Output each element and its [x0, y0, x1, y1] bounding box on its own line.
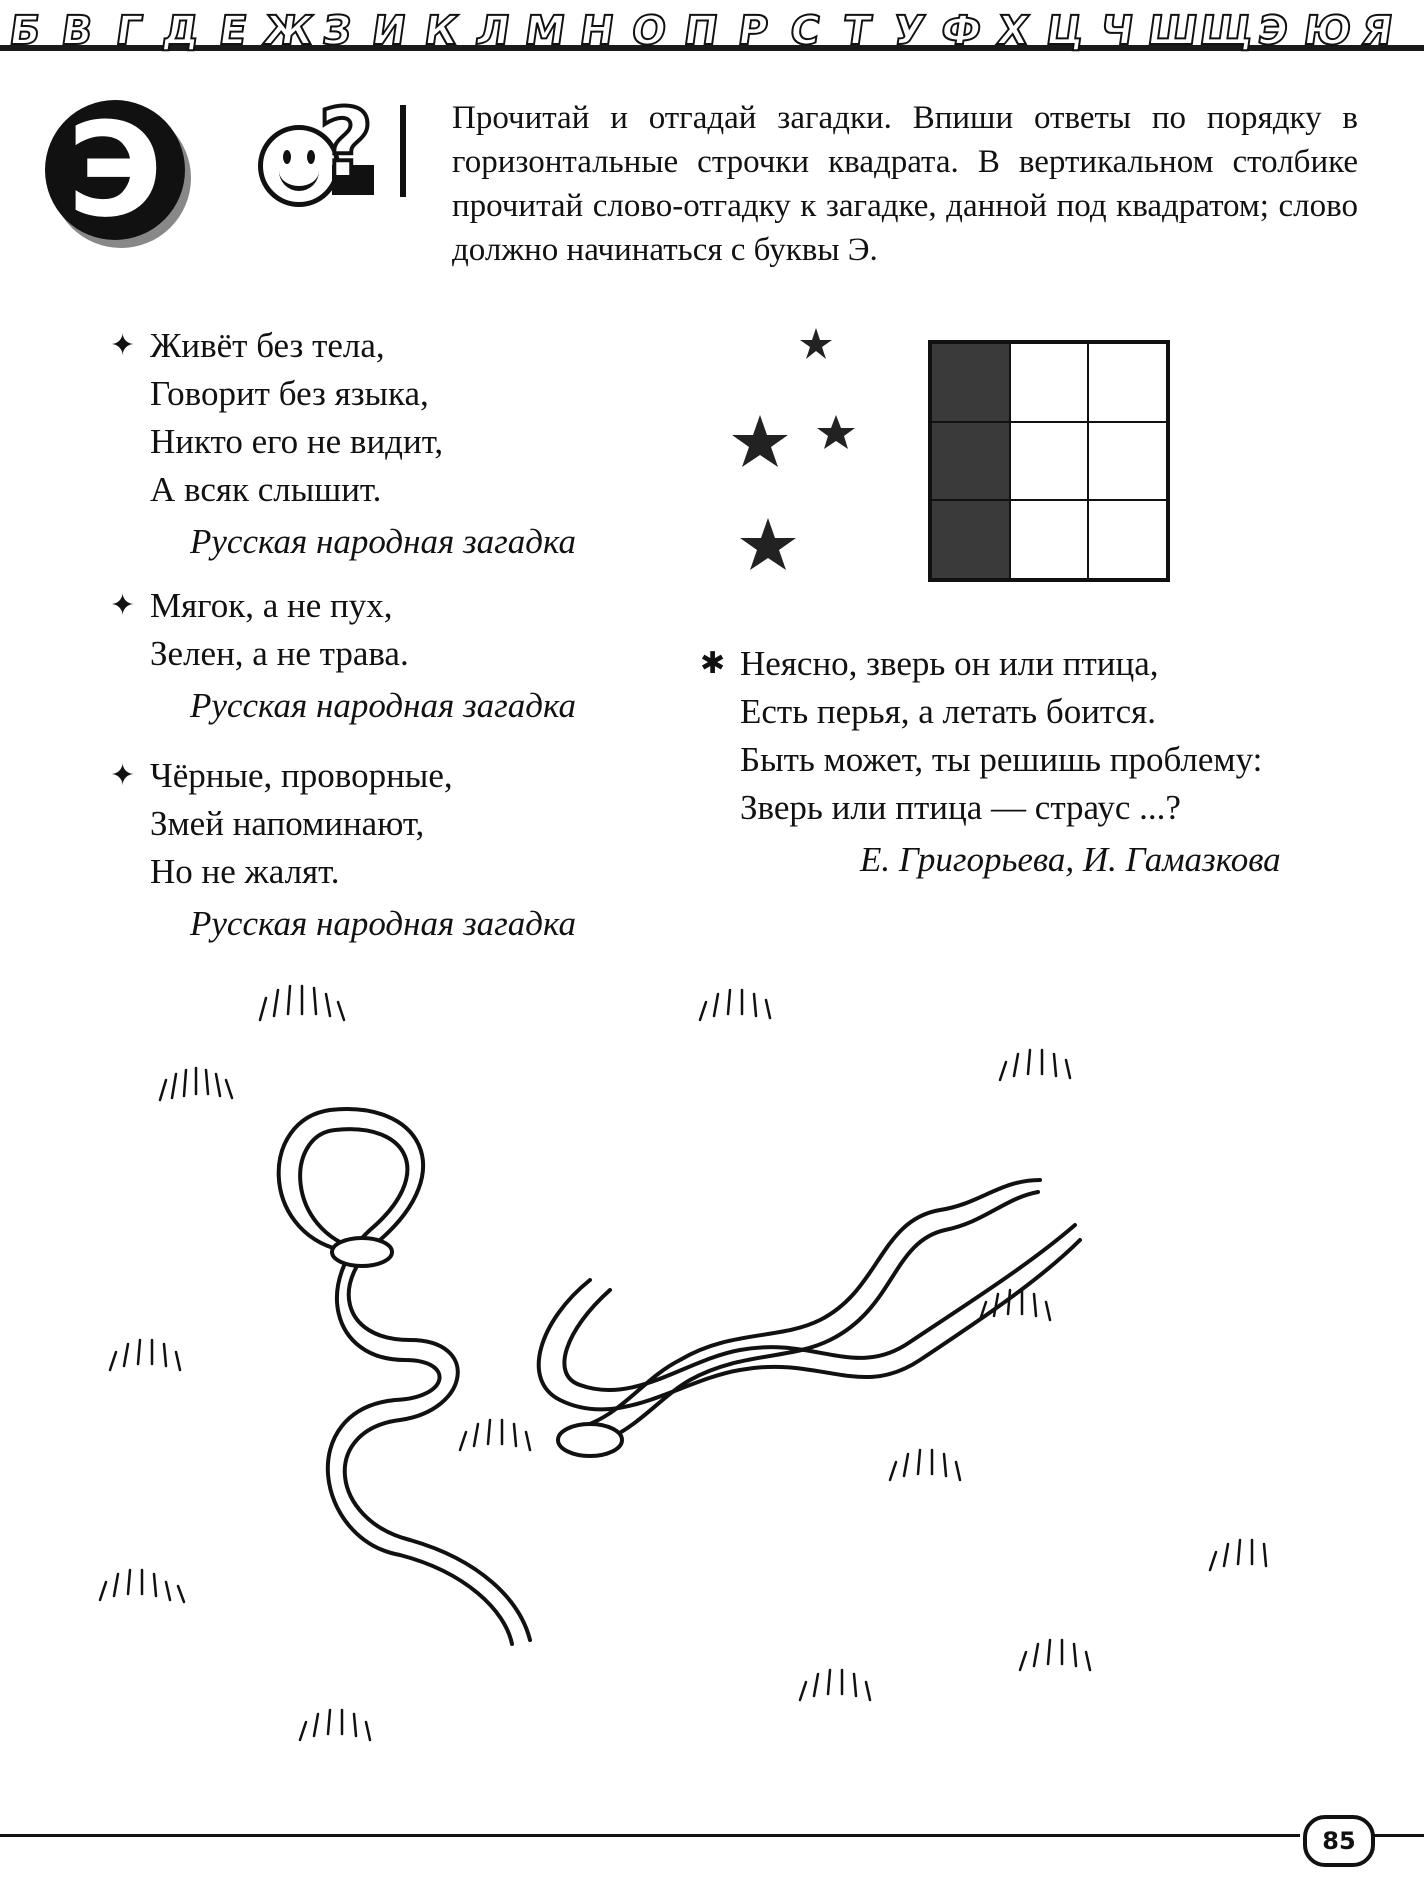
- riddle-line: Неясно, зверь он или птица,: [740, 644, 1159, 683]
- stars-decoration: [720, 320, 870, 580]
- riddle-line: Никто его не видит,: [150, 422, 444, 461]
- big-letter-badge: Э: [45, 100, 185, 240]
- crossword-cell[interactable]: [1010, 500, 1089, 579]
- alphabet-letter: З: [319, 8, 359, 54]
- riddle-line: Живёт без тела,: [150, 326, 385, 365]
- alphabet-letter: Т: [840, 8, 878, 54]
- riddle-line: Есть перья, а летать боится.: [740, 692, 1157, 731]
- alphabet-letter: Ж: [260, 8, 321, 54]
- alphabet-letter: И: [369, 8, 413, 54]
- alphabet-letter: У: [890, 8, 932, 54]
- footer-rule: [0, 1834, 1300, 1837]
- crossword-cell[interactable]: [1010, 422, 1089, 501]
- riddle-line: Быть может, ты решишь проблему:: [740, 740, 1263, 779]
- riddle-line: Зверь или птица — страус ...?: [740, 788, 1181, 827]
- riddle-source: Русская народная загадка: [190, 522, 577, 561]
- alphabet-letter: Н: [577, 8, 621, 54]
- final-riddle: [700, 640, 1281, 884]
- riddle-bullet-icon: ✱: [700, 646, 726, 681]
- riddle-line: Мягок, а не пух,: [150, 586, 393, 625]
- grass-tufts: [100, 986, 1266, 1740]
- riddle-source: Е. Григорьева, И. Гамазкова: [860, 840, 1281, 879]
- crossword-answer-cell[interactable]: [931, 422, 1010, 501]
- alphabet-letter: П: [681, 8, 725, 54]
- alphabet-letter: Ф: [937, 8, 989, 54]
- riddle-line: А всяк слышит.: [150, 470, 382, 509]
- riddle-1: [110, 322, 577, 566]
- question-mark-icon: ?: [318, 88, 374, 200]
- alphabet-letter: Б: [6, 8, 48, 54]
- instructions-text: Прочитай и отгадай загадки. Впиши ответы по порядку в горизонтальные строчки квадрата. В вертикальном столбике прочитай слово-отгадку к загадке, данной под квадратом; слово должно начинаться с буквы Э.: [452, 100, 1358, 268]
- footer-rule: [1370, 1834, 1424, 1837]
- alphabet-letter: Э: [1255, 8, 1295, 54]
- riddle-source: Русская народная загадка: [190, 686, 577, 725]
- snake-1: [279, 1109, 530, 1644]
- snakes-illustration: [80, 980, 1340, 1760]
- alphabet-letter: Х: [994, 8, 1036, 54]
- alphabet-letters: [4, 8, 1402, 54]
- riddle-line: Чёрные, проворные,: [150, 756, 453, 795]
- star-icon: [800, 328, 832, 359]
- alphabet-letter: Е: [216, 8, 254, 54]
- alphabet-letter: К: [421, 8, 465, 54]
- riddle-line: Змей напоминают,: [150, 804, 425, 843]
- snake-3: [539, 1225, 1080, 1409]
- header-divider: [400, 105, 406, 197]
- alphabet-letter: О: [628, 8, 674, 54]
- riddle-line: Но не жалят.: [150, 852, 340, 891]
- snake-2: [558, 1180, 1040, 1456]
- page-number: 85: [1303, 1815, 1375, 1867]
- riddle-3: [110, 752, 577, 948]
- crossword-cell[interactable]: [1010, 343, 1089, 422]
- crossword-grid: [928, 340, 1170, 582]
- alphabet-letter: Ц: [1043, 8, 1091, 54]
- alphabet-letter: Ч: [1097, 8, 1141, 54]
- riddle-line: Говорит без языка,: [150, 374, 429, 413]
- alphabet-letter: Г: [113, 8, 149, 54]
- crossword-cell[interactable]: [1088, 422, 1167, 501]
- alphabet-letter: Ю: [1300, 8, 1359, 54]
- alphabet-letter: Ш: [1144, 8, 1205, 54]
- alphabet-letter: М: [521, 8, 573, 54]
- riddle-line: Зелен, а не трава.: [150, 634, 409, 673]
- alphabet-letter: С: [787, 8, 827, 54]
- crossword-cell[interactable]: [1088, 343, 1167, 422]
- alphabet-letter: Щ: [1196, 8, 1261, 54]
- alphabet-letter: Я: [1358, 8, 1400, 54]
- crossword-answer-cell[interactable]: [931, 343, 1010, 422]
- crossword-answer-cell[interactable]: [931, 500, 1010, 579]
- riddle-bullet-icon: ✦: [110, 758, 136, 793]
- star-icon: [740, 518, 796, 570]
- star-icon: [817, 415, 855, 449]
- riddle-source: Русская народная загадка: [190, 904, 577, 943]
- riddle-bullet-icon: ✦: [110, 328, 136, 363]
- alphabet-letter: В: [58, 8, 100, 54]
- alphabet-letter: Р: [735, 8, 775, 54]
- star-icon: [732, 415, 788, 467]
- crossword-cell[interactable]: [1088, 500, 1167, 579]
- alphabet-letter: Л: [473, 8, 517, 54]
- riddle-2: [110, 582, 577, 730]
- riddle-bullet-icon: ✦: [110, 588, 136, 623]
- alphabet-banner: [0, 0, 1424, 80]
- alphabet-letter: Д: [159, 8, 207, 54]
